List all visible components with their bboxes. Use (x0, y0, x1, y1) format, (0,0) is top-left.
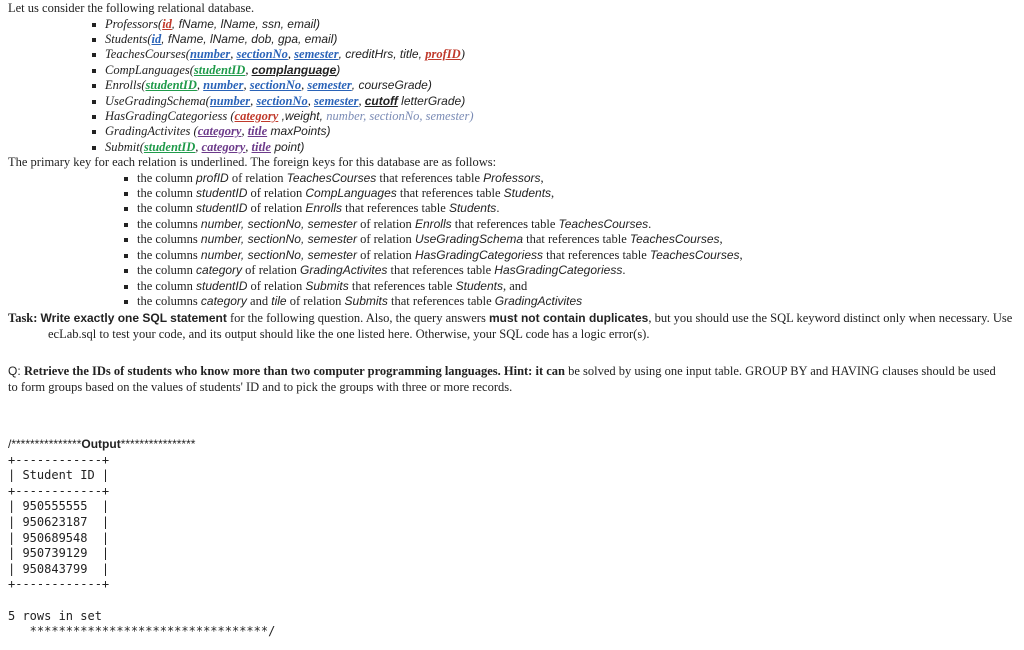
relation-attributes: , fName, lName, dob, gpa, email) (161, 31, 338, 46)
fk-text: , (551, 186, 555, 201)
foreign-keys-list (8, 171, 1016, 310)
relation-name: CompLanguages( (105, 62, 194, 77)
separator: , (245, 139, 252, 154)
separator: , (195, 139, 202, 154)
relation-close: ) (469, 108, 474, 123)
fk-text: the columns (137, 293, 201, 308)
fk-relation: tile (271, 293, 287, 308)
output-block (8, 437, 275, 640)
key-attribute: cutoff (364, 93, 398, 108)
relation-name: HasGradingCategoriess ( (105, 108, 235, 123)
relation-name: UseGradingSchema( (105, 93, 210, 108)
relation-attributes: , creditHrs, title, (338, 47, 426, 62)
fk-text: that references table (376, 170, 484, 185)
task-text-2: , but you should use the SQL keyword distinct only when necessary. Use ecLab.sql to test your code, and its output should like the one listed here. Otherwise, your SQL code has a logic error(s). (48, 311, 1013, 341)
relations-list (8, 17, 1016, 156)
relation-attributes: , courseGrade) (351, 78, 432, 93)
fk-text: the column (137, 278, 197, 293)
fk-text: the columns (137, 232, 201, 247)
task-paragraph (8, 311, 1024, 342)
foreign-key-item (8, 232, 1016, 247)
relation-attributes-faint: number, sectionNo, semester (326, 108, 470, 123)
task-label: Task: (8, 311, 38, 326)
fk-relation: HasGradingCategoriess (414, 247, 543, 262)
separator: , (245, 62, 252, 77)
fk-text: the column (137, 201, 197, 216)
fk-columns: number, sectionNo, semester (200, 247, 357, 262)
fk-text: that references table (396, 186, 504, 201)
key-attribute: sectionNo (256, 93, 308, 108)
key-attribute: category (197, 124, 242, 139)
key-attribute: sectionNo (236, 47, 288, 62)
fk-target: TeachesCourses (629, 232, 720, 247)
foreign-key-item (8, 201, 1016, 216)
foreign-key-item (8, 171, 1016, 186)
fk-relation: Submits (305, 278, 349, 293)
fk-target: Submits (344, 293, 388, 308)
key-attribute: id (162, 16, 172, 31)
fk-text: and (246, 293, 272, 308)
relation-name: TeachesCourses( (105, 47, 190, 62)
relation-name: Professors( (105, 16, 163, 31)
fk-text: of relation (247, 278, 306, 293)
row-count: 5 rows in set (8, 608, 102, 623)
relation-item (8, 47, 1016, 62)
relation-close: ) (460, 47, 465, 62)
key-attribute: number (203, 78, 244, 93)
table-border-top: +------------+ (8, 452, 110, 467)
separator: , (250, 93, 257, 108)
fk-relation: GradingActivites (300, 263, 388, 278)
fk-text: the columns (137, 216, 201, 231)
fk-text: the column (137, 186, 197, 201)
fk-target: Students (455, 278, 503, 293)
table-column-header: | Student ID | (8, 468, 110, 483)
fk-target: Professors (483, 170, 541, 185)
document-page (8, 0, 1016, 395)
relation-attributes: maxPoints) (267, 124, 331, 139)
table-row: | 950739129 | (8, 546, 110, 561)
fk-text: the columns (137, 247, 201, 262)
table-border-mid: +------------+ (8, 483, 110, 498)
relation-attributes: ) (336, 62, 341, 77)
fk-text: that references table (451, 216, 559, 231)
relation-item (8, 140, 1016, 155)
separator: , (241, 124, 248, 139)
fk-text: of relation (356, 216, 415, 231)
fk-text: of relation (247, 186, 306, 201)
relation-name: Submit( (105, 139, 144, 154)
fk-text: of relation (356, 232, 415, 247)
fk-target: Students (503, 186, 552, 201)
key-attribute: sectionNo (249, 78, 302, 93)
fk-text: . (622, 263, 626, 278)
fk-target: HasGradingCategoriess (494, 263, 623, 278)
output-header-right: **************** (120, 437, 196, 451)
fk-text: that references table (348, 278, 456, 293)
primary-key-sentence: The primary key for each relation is underlined. The foreign keys for this database are as follows: (8, 155, 497, 170)
relation-item (8, 32, 1016, 47)
task-bold-2: must not contain duplicates (488, 311, 649, 326)
foreign-key-item (8, 248, 1016, 263)
separator: , (230, 47, 237, 62)
fk-text: . (496, 201, 500, 216)
fk-text: , and (502, 278, 528, 293)
fk-text: that references table (543, 247, 650, 262)
separator: , (307, 93, 315, 108)
key-attribute: number (209, 93, 251, 108)
fk-target: Students (448, 201, 497, 216)
fk-columns: studentID (196, 186, 248, 201)
foreign-key-item (8, 217, 1016, 232)
key-attribute: title (251, 139, 271, 154)
relation-name: Enrolls( (105, 78, 146, 93)
separator: , (196, 78, 204, 93)
fk-text: that references table (387, 263, 495, 278)
fk-target: TeachesCourses (649, 247, 740, 262)
fk-text: the column (137, 170, 197, 185)
key-attribute: category (234, 108, 279, 123)
fk-columns: studentID (196, 201, 248, 216)
fk-target: GradingActivites (494, 293, 583, 308)
relation-item (8, 63, 1016, 78)
key-attribute: title (247, 124, 268, 139)
key-attribute: number (189, 47, 231, 62)
foreign-key-item (8, 263, 1016, 278)
separator: , (243, 78, 250, 93)
fk-text: of relation (242, 263, 301, 278)
key-attribute: studentID (145, 78, 197, 93)
relation-item (8, 17, 1016, 32)
task-text-1: for the following question. Also, the query answers (226, 311, 489, 326)
fk-text: , (719, 232, 723, 247)
table-row: | 950623187 | (8, 514, 110, 529)
relation-attributes: ,weight, (278, 108, 327, 123)
relation-attributes: point) (270, 139, 305, 154)
question-paragraph (8, 364, 1000, 395)
relation-item (8, 78, 1016, 93)
key-attribute: semester (314, 93, 359, 108)
fk-text: , (739, 247, 743, 262)
relation-attributes: , fName, lName, ssn, email) (171, 16, 320, 31)
fk-relation: Enrolls (305, 201, 343, 216)
relation-name: GradingActivites ( (105, 124, 198, 139)
fk-text: , (540, 170, 544, 185)
foreign-key-item (8, 186, 1016, 201)
question-bold: Retrieve the IDs of students who know more than two computer programming languages. Hint: it can (24, 364, 565, 379)
fk-target: TeachesCourses (558, 216, 649, 231)
fk-text: of relation (228, 170, 287, 185)
relation-name: Students( (105, 31, 152, 46)
key-attribute: semester (294, 47, 339, 62)
fk-text: of relation (247, 201, 306, 216)
fk-relation: Enrolls (414, 216, 452, 231)
fk-relation: CompLanguages (305, 186, 397, 201)
fk-text: of relation (286, 293, 345, 308)
relation-item (8, 109, 1016, 124)
fk-text: of relation (356, 247, 415, 262)
intro-text: Let us consider the following relational database. (8, 1, 255, 15)
question-text: be solved by using one input table. GROUP BY and HAVING clauses should be used to form groups based on the values of students' ID and to pick the groups with three or more records. (8, 364, 996, 394)
fk-text: that references table (387, 293, 495, 308)
table-row: | 950555555 | (8, 499, 110, 514)
relation-item (8, 94, 1016, 109)
key-attribute: studentID (193, 62, 246, 77)
relation-item (8, 124, 1016, 139)
fk-columns: profID (196, 170, 229, 185)
output-header-left: /*************** (8, 437, 82, 451)
table-rows (8, 499, 109, 575)
fk-columns: category (200, 293, 247, 308)
key-attribute: category (201, 139, 246, 154)
fk-columns: category (196, 263, 243, 278)
fk-columns: number, sectionNo, semester (200, 216, 357, 231)
key-attribute: studentID (143, 139, 196, 154)
table-border-bottom: +------------+ (8, 577, 110, 592)
fk-relation: UseGradingSchema (414, 232, 523, 247)
fk-relation: TeachesCourses (286, 170, 377, 185)
fk-columns: studentID (196, 278, 248, 293)
task-bold-1: Write exactly one SQL statement (40, 311, 227, 326)
foreign-key-attribute: profID (425, 47, 461, 62)
key-attribute: semester (307, 78, 352, 93)
fk-text: . (648, 216, 652, 231)
separator: , (358, 93, 365, 108)
separator: , (287, 47, 295, 62)
question-prefix: Q: (8, 364, 25, 379)
fk-text: that references table (523, 232, 630, 247)
fk-columns: number, sectionNo, semester (200, 232, 357, 247)
key-attribute: complanguage (251, 62, 337, 77)
fk-text: the column (137, 263, 197, 278)
relation-attributes: letterGrade) (397, 93, 466, 108)
table-row: | 950689548 | (8, 530, 110, 545)
fk-text: that references table (342, 201, 449, 216)
key-attribute: id (151, 31, 162, 46)
output-header (8, 437, 195, 451)
table-row: | 950843799 | (8, 561, 110, 576)
foreign-key-item (8, 294, 1016, 309)
separator: , (301, 78, 308, 93)
output-header-word: Output (81, 437, 121, 451)
output-closing: *********************************/ (8, 624, 276, 639)
foreign-key-item (8, 279, 1016, 294)
